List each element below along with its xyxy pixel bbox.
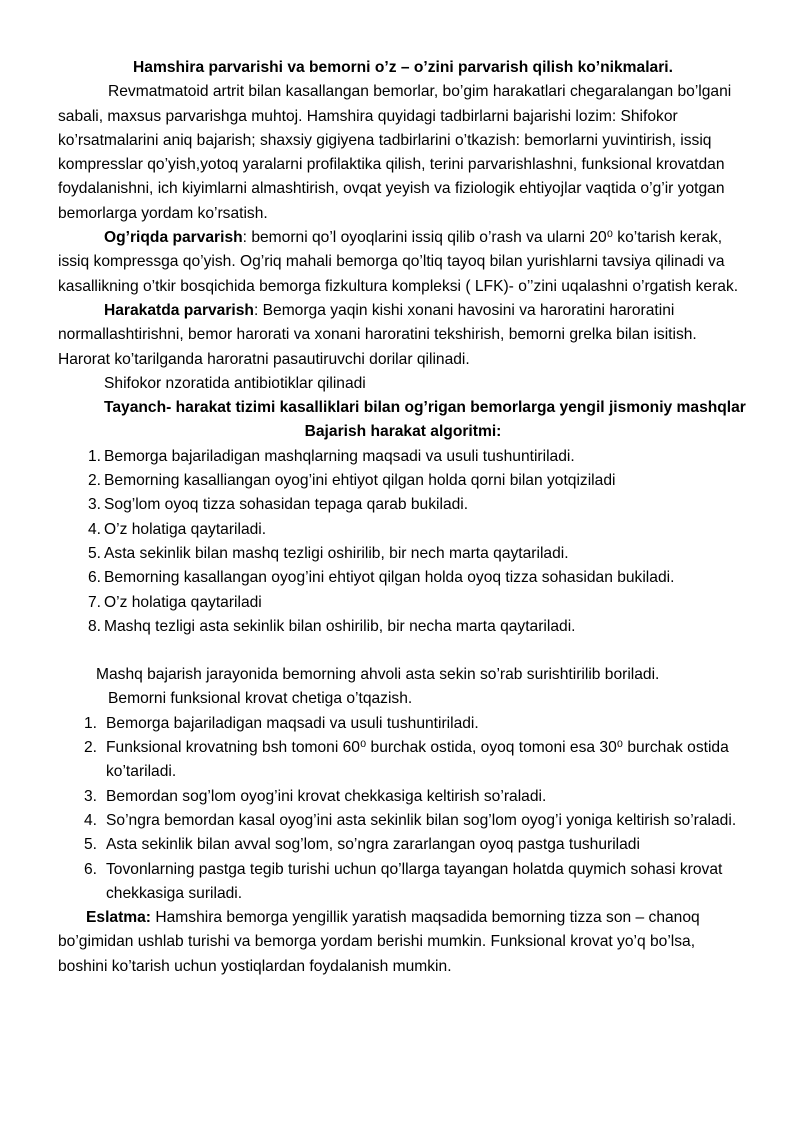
list-item-number: 4. [84,811,98,829]
list-item-text: Bemorning kasalliangan oyog’ini ehtiyot qilgan holda qorni bilan yotqiziladi [104,472,616,490]
list-item [58,615,748,639]
list-item-text: O’z holatiga qaytariladi. [104,520,267,538]
list-item-text: Asta sekinlik bilan mashq tezligi oshirilib, bir nech marta qaytariladi. [104,544,569,562]
list-item-text: Bemorga bajariladigan mashqlarning maqsadi va usuli tushuntiriladi. [104,447,575,465]
list-item-number: 8. [88,617,102,635]
list-item-text: Bemordan sog’lom oyog’ini krovat chekkasiga keltirish so’raladi. [106,787,547,805]
list-item [58,445,748,469]
list-item [58,736,748,785]
document-title: Hamshira parvarishi va bemorni o’z – o’zini parvarish qilish ko’nikmalari. [133,59,673,76]
list-item-text: Bemorga bajariladigan maqsadi va usuli tushuntiriladi. [106,714,479,732]
list-item [58,566,748,590]
list-item-number: 5. [88,544,102,562]
list-item-text: Mashq tezligi asta sekinlik bilan oshirilib, bir necha marta qaytariladi. [104,617,576,635]
algorithm-heading: Bajarish harakat algoritmi: [304,423,502,441]
note-paragraph [58,906,748,979]
note-label: Eslatma: [86,909,152,927]
exercise-heading: Tayanch- harakat tizimi kasalliklari bilan og’rigan bemorlarga yengil jismoniy mashqlar [104,399,746,417]
list-item [58,712,748,736]
list-item [58,518,748,542]
motion-care-label: Harakatda parvarish [104,301,254,319]
sit-heading: Bemorni funksional krovat chetiga o’tqazish. [108,690,413,708]
list-item-text: Bemorning kasallangan oyog’ini ehtiyot qilgan holda oyoq tizza sohasidan bukiladi. [104,569,675,587]
list-item-number: 6. [84,860,98,878]
list-item-number: 3. [88,496,102,514]
spacer [58,639,748,663]
list-item-number: 1. [88,447,102,465]
list-item-number: 4. [88,520,102,538]
pain-care-label: Og’riqda parvarish [104,229,243,247]
list-item [58,469,748,493]
motion-care-text: : Bemorga yaqin kishi xonani havosini va haroratini haroratini normallashtirishni, bemor harorati va xonani haroratini tekshirish, bemorni grelka bilan isitish. Harorat ko’tarilganda haroratni pasautiruvchi dorilar qilinadi. [58,301,697,368]
monitor-line: Mashq bajarish jarayonida bemorning ahvoli asta sekin so’rab surishtirilib boriladi. [96,666,660,684]
list-item-text: Sog’lom oyoq tizza sohasidan tepaga qarab bukiladi. [104,496,469,514]
antibiotic-line: Shifokor nzoratida antibiotiklar qilinadi [104,374,366,392]
list-item-text: So’ngra bemordan kasal oyog’ini asta sekinlik bilan sog’lom oyog’i yoniga keltirish so’raladi. [106,811,737,829]
list-item-number: 1. [84,714,98,732]
motion-care-paragraph [58,299,748,372]
sitting-steps-list [58,712,748,906]
list-item-text: O’z holatiga qaytariladi [104,593,262,611]
note-text: Hamshira bemorga yengillik yaratish maqsadida bemorning tizza son – chanoq bo’gimidan ushlab turishi va bemorga yordam berishi mumkin. Funksional krovat yo’q bo’lsa, boshini ko’tarish uchun yostiqlardan foydalanish mumkin. [58,909,700,975]
list-item [58,542,748,566]
list-item-number: 2. [88,472,102,490]
pain-care-paragraph [58,226,748,299]
list-item-text: Tovonlarning pastga tegib turishi uchun qo’llarga tayangan holatda quymich sohasi krovat chekkasiga suriladi. [106,860,723,902]
pain-care-text: : bemorni qo’l oyoqlarini issiq qilib o’rash va ularni 20⁰ ko’tarish kerak, issiq kompressga qo’yish. Og’riq mahali bemorga qo’ltiq tayoq bilan yurishlarni tavsiya qilinadi va kasallikning o’tkir bosqichida bemorga fizkultura kompleksi ( LFK)- o’’zini uqalashni o’rgatish kerak. [58,229,739,295]
list-item [58,785,748,809]
list-item [58,833,748,857]
list-item-number: 3. [84,787,98,805]
list-item-number: 2. [84,739,98,757]
exercise-steps-list [58,445,748,639]
list-item-text: Asta sekinlik bilan avval sog’lom, so’ngra zararlangan oyoq pastga tushuriladi [106,836,640,854]
list-item-text: Funksional krovatning bsh tomoni 60⁰ burchak ostida, oyoq tomoni esa 30⁰ burchak ostida ko’tariladi. [106,739,729,781]
list-item-number: 7. [88,593,102,611]
document-page [58,56,748,979]
list-item-number: 5. [84,836,98,854]
intro-paragraph: Revmatmatoid artrit bilan kasallangan bemorlar, bo’gim harakatlari chegaralangan bo’lgani sabali, maxsus parvarishga muhtoj. Hamshira quyidagi tadbirlarni bajarishi lozim: Shifokor ko’rsatmalarini aniq bajarish; shaxsiy gigiyena tadbirlarini o’tkazish: bemorlarni yuvintirish, issiq kompresslar qo’yish,yotoq yaralarni profilaktika qilish, terini parvarishlashni, funksional krovatdan foydalanishni, ich kiyimlarni almashtirish, ovqat yeyish va fiziologik ehtiyojlar vaqtida o’g’ir yotgan bemorlarga yordam ko’rsatish. [58,83,732,222]
list-item [58,493,748,517]
list-item [58,591,748,615]
list-item-number: 6. [88,569,102,587]
list-item [58,858,748,907]
list-item [58,809,748,833]
